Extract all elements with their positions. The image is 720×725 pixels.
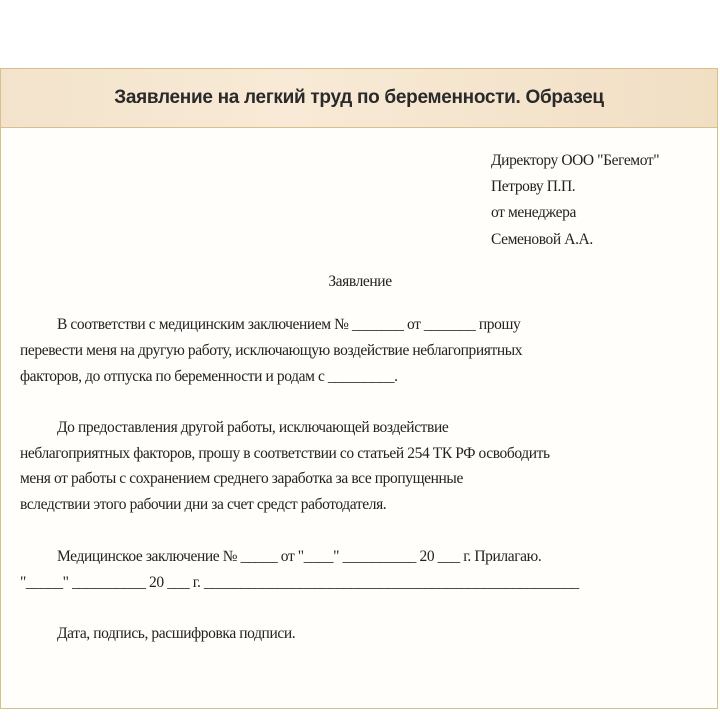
document-heading: Заявление	[328, 273, 392, 290]
paragraph2-line: До предоставления другой работы, исключающей воздействие	[57, 419, 449, 436]
paragraph3-line: Медицинское заключение № _____ от "____" __________ 20 ___ г. Прилагаю.	[57, 548, 542, 565]
page-title: Заявление на легкий труд по беременности. Образец	[114, 87, 604, 108]
addressee-line: Директору ООО "Бегемот"	[491, 152, 660, 169]
addressee-line: Семеновой А.А.	[491, 231, 593, 248]
paragraph3-line: "_____" __________ 20 ___ г. ___________________________________________________	[20, 574, 579, 591]
paragraph1-line: перевести меня на другую работу, исключающую воздействие неблагоприятных	[20, 342, 523, 359]
paragraph2-line: неблагоприятных факторов, прошу в соответствии со статьей 254 ТК РФ освободить	[20, 445, 550, 462]
signature-line: Дата, подпись, расшифровка подписи.	[57, 625, 296, 642]
paragraph1-line: факторов, до отпуска по беременности и родам с _________.	[20, 368, 398, 385]
paragraph2-line: вследствии этого рабочии дни за счет средст работодателя.	[20, 496, 387, 513]
addressee-line: Петрову П.П.	[491, 178, 576, 195]
paragraph2-line: меня от работы с сохранением среднего заработка за все пропущенные	[20, 470, 463, 487]
header-banner	[1, 69, 717, 128]
addressee-line: от менеджера	[491, 204, 576, 221]
paragraph1-line: В соответстви с медицинским заключением № _______ от _______ прошу	[57, 316, 521, 333]
